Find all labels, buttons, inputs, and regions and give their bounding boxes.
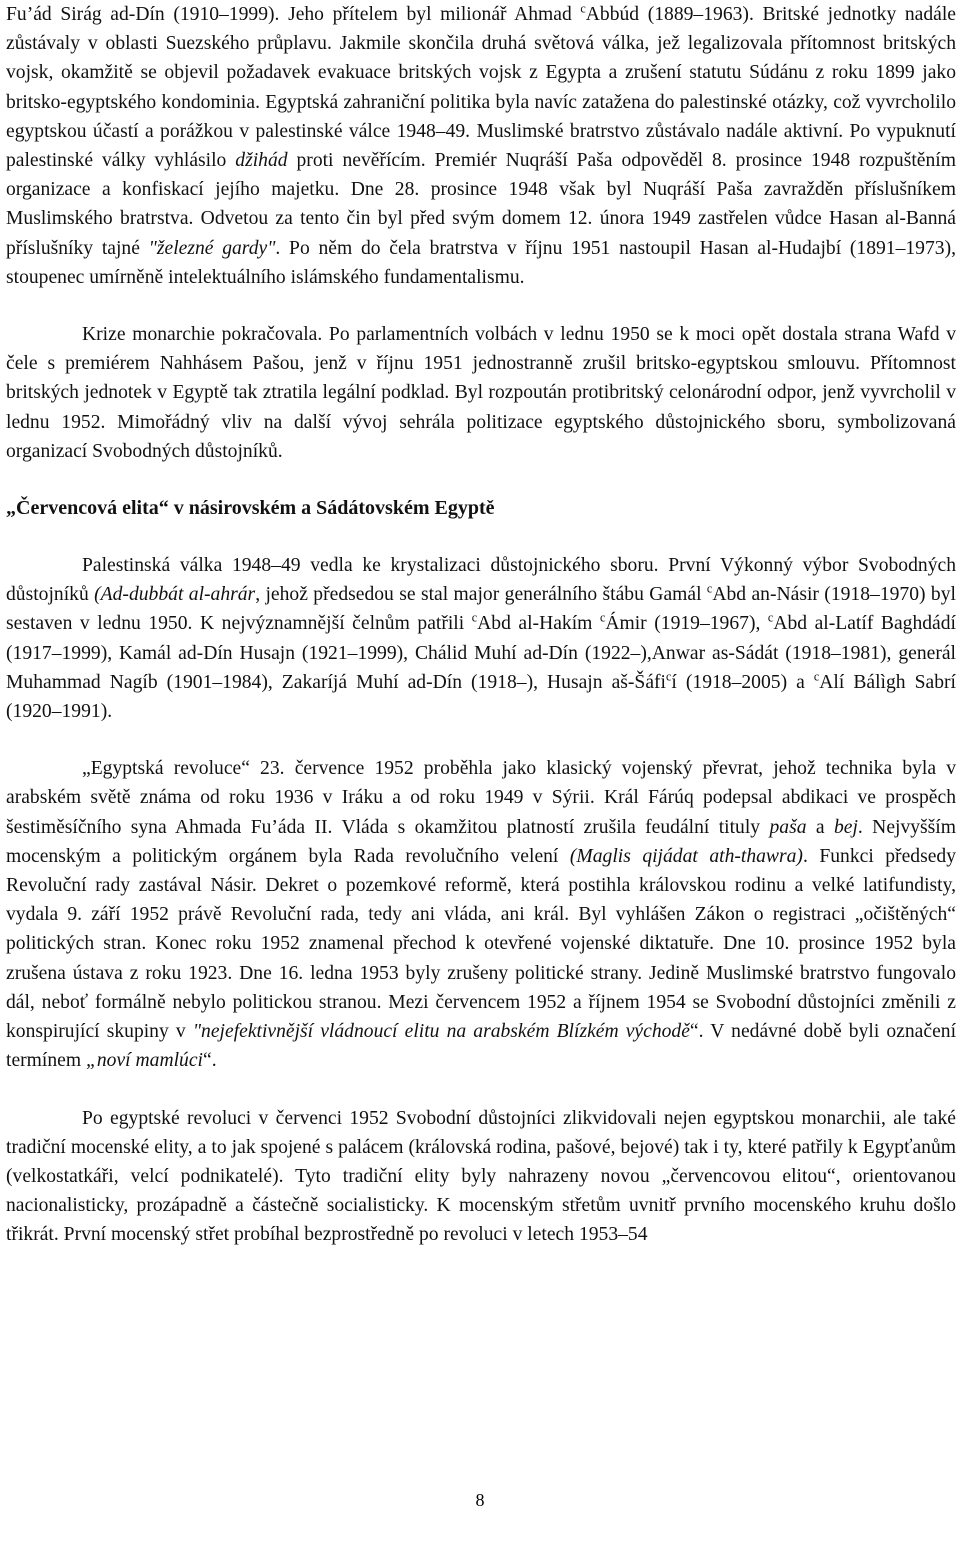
text-run: „Egyptská revoluce“ 23. července 1952 proběhla jako klasický vojenský převrat, jehož technika byla v arabském světě známa od roku 1936 v Iráku a od roku 1949 v Sýrii. Král Fárúq podepsal abdikaci ve prospěch šestiměsíčního syna Ahmada Fu’áda II. Vláda s okamžitou platností zrušila feudální tituly bbox=[6, 758, 956, 838]
text-run: Abbúd (1889–1963). Britské jednotky nadále zůstávaly v oblasti Suezského průplavu. Jakmile skončila druhá světová válka, jež legalizovala přítomnost britských vojsk, okamžitě se objevil požadavek evakuace britských vojsk z Egypta a zrušení statutu Súdánu z roku 1899 jako britsko-egyptského kondominia. Egyptská zahraniční politika byla navíc zatažena do palestinské otázky, což vyvrcholilo egyptskou účastí a porážkou v palestinské válce 1948–49. Muslimské bratrstvo zůstávalo nadále aktivní. Po vypuknutí palestinské války vyhlásilo bbox=[6, 4, 956, 172]
text-run: Abd an-Násir (1918–1970) byl sestaven v lednu 1950. K nejvýznamnější čelnům patřili bbox=[6, 584, 956, 635]
text-run: “. bbox=[203, 1050, 217, 1072]
page-number: 8 bbox=[475, 1490, 485, 1510]
text-run: Abd al-Hakím bbox=[477, 613, 600, 635]
text-run: “. V nedávné době byli označení termínem bbox=[6, 1021, 957, 1072]
text-run: . Funkci předsedy Revoluční rady zastával Násir. Dekret o pozemkové reformě, která postihla královskou rodinu a velké latifundisty, vydala 9. září 1952 právě Revoluční rada, tedy ani vláda, ani král. Byl vyhlášen Zákon o registraci „očištěných“ politických stran. Konec roku 1952 znamenal přechod k otevřené vojenské diktatuře. Dne 10. prosince 1952 byla zrušena ústava z roku 1923. Dne 16. ledna 1953 byly zrušeny politické strany. Jedině Muslimské bratrstvo fungovalo dál, neboť formálně nebylo politickou stranou. Mezi červencem 1952 a říjnem 1954 se Svobodní důstojníci změnili z konspirující skupiny v bbox=[6, 845, 956, 1043]
superscript-c: c bbox=[813, 669, 820, 684]
text-run: Fu’ád Sirág ad-Dín (1910–1999). Jeho přítelem byl milionář Ahmad bbox=[6, 4, 581, 25]
text-run: „Červencová elita“ v násirovském a Sádátovském Egyptě bbox=[6, 497, 495, 520]
text-run: . Nejvyšším mocenským a politickým orgánem byla Rada revolučního velení bbox=[6, 816, 956, 867]
text-run: proti nevěřícím. Premiér Nuqráší Paša odpověděl 8. prosince 1948 rozpuštěním organizace a konfiskací jejího majetku. Dne 28. prosince 1948 však byl Nuqráší Paša zavražděn příslušníkem Muslimského bratrstva. Odvetou za tento čin byl před svým domem 12. února 1949 zastřelen vůdce Hasan al-Banná příslušníky tajné bbox=[6, 150, 956, 259]
text-run: Palestinská válka 1948–49 vedla ke krystalizaci důstojnického sboru. První Výkonný výbor Svobodných důstojníků bbox=[6, 555, 956, 606]
text-run: Abd al-Latíf Baghdádí (1917–1999), Kamál ad-Dín Husajn (1921–1999), Chálid Muhí ad-Dín (1922–),Anwar as-Sádát (1918–1981), generál Muhammad Nagíb (1901–1984), Zakaríjá Muhí ad-Dín (1918–), Husajn aš-Šáfi bbox=[6, 613, 956, 693]
paragraph-3 bbox=[6, 551, 956, 726]
superscript-c: c bbox=[471, 610, 478, 625]
italic-text: „noví mamlúci bbox=[85, 1050, 203, 1072]
text-run: a bbox=[806, 816, 834, 838]
section-heading bbox=[6, 494, 956, 523]
italic-text: džihád bbox=[235, 150, 288, 172]
text-run: Po egyptské revoluci v červenci 1952 Svobodní důstojníci zlikvidovali nejen egyptskou monarchii, ale také tradiční mocenské elity, a to jak spojené s palácem (královská rodina, pašové, bejové) tak i ty, které patřily k Egypťanům (velkostatkáři, velcí podnikatelé). Tyto tradiční elity byly nahrazeny novou „červencovou elitou“, orientovanou nacionalisticky, prozápadně a částečně socialisticky. K mocenským střetům uvnitř prvního mocenského kruhu došlo třikrát. První mocenský střet probíhal bezprostředně po revoluci v letech 1953–54 bbox=[6, 1107, 956, 1246]
italic-text: (Ad-dubbát al-ahrár bbox=[94, 584, 256, 606]
document-page bbox=[6, 0, 956, 1250]
text-run: , jehož předsedou se stal major generálního štábu Gamál bbox=[255, 584, 707, 606]
italic-text: bej bbox=[833, 816, 858, 838]
superscript-c: c bbox=[767, 610, 774, 625]
text-run: í (1918–2005) a bbox=[671, 671, 814, 693]
text-run: Krize monarchie pokračovala. Po parlamentních volbách v lednu 1950 se k moci opět dostala strana Wafd v čele s premiérem Nahhásem Pašou, jenž v říjnu 1951 jednostranně zrušil britsko-egyptskou smlouvu. Přítomnost britských jednotek v Egyptě tak ztratila legální podklad. Byl rozpoután protibritský celonárodní odpor, jenž vyvrcholil v lednu 1952. Mimořádný vliv na další vývoj sehrála politizace egyptského důstojnického sboru, symbolizovaná organizací Svobodných důstojníků. bbox=[6, 324, 956, 462]
paragraph-2 bbox=[6, 320, 956, 466]
text-run: Ámir (1919–1967), bbox=[605, 613, 768, 635]
superscript-c: c bbox=[599, 610, 606, 625]
italic-text: paša bbox=[769, 816, 807, 838]
text-run: Alí Bálìgh Sabrí (1920–1991). bbox=[6, 671, 956, 723]
superscript-c: c bbox=[666, 669, 672, 684]
italic-text: "železné gardy" bbox=[148, 237, 276, 259]
paragraph-4 bbox=[6, 754, 956, 1075]
italic-text: "nejefektivnější vládnoucí elitu na arabském Blízkém východě bbox=[192, 1021, 690, 1043]
italic-text: (Maglis qijádat ath-thawra) bbox=[569, 845, 803, 867]
paragraph-1 bbox=[6, 0, 956, 292]
superscript-c: c bbox=[706, 581, 713, 596]
paragraph-5 bbox=[6, 1104, 956, 1250]
superscript-c: c bbox=[580, 1, 586, 16]
text-run: . Po něm do čela bratrstva v říjnu 1951 nastoupil Hasan al-Hudajbí (1891–1973), stoupenec umírněně intelektuálního islámského fundamentalismu. bbox=[6, 237, 957, 288]
